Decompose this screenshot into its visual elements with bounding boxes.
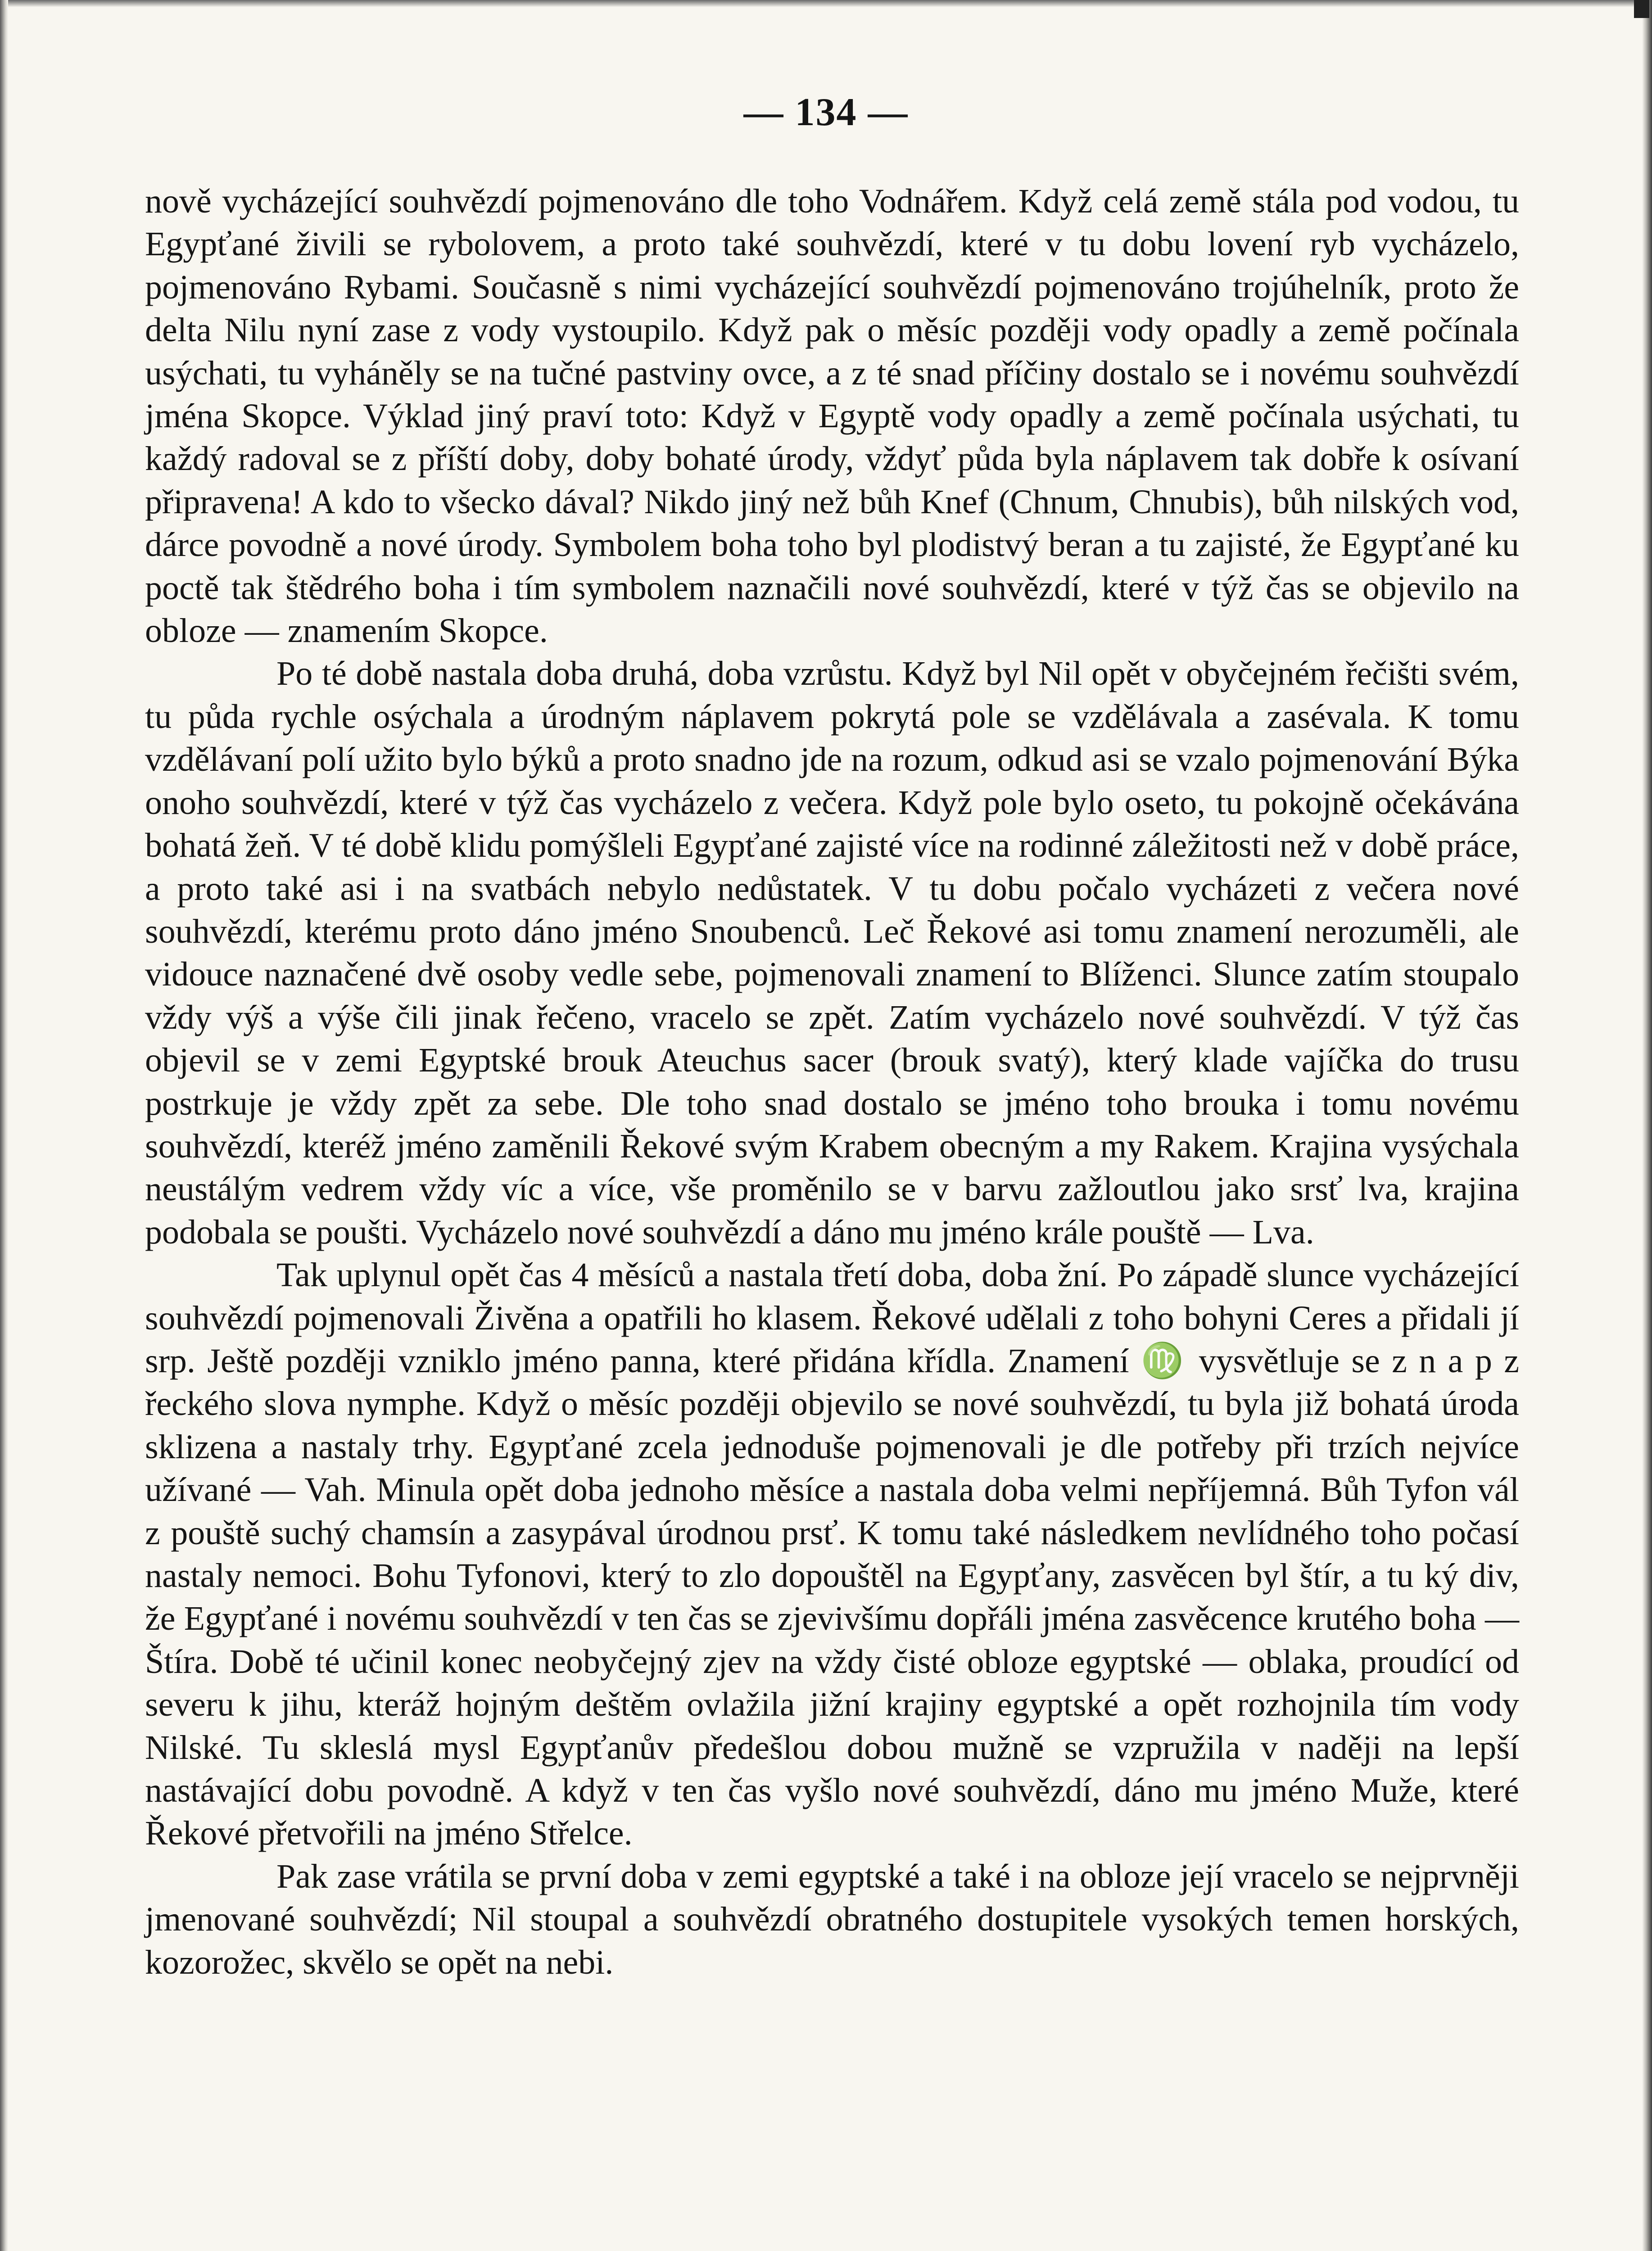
scan-edge-left (0, 0, 8, 2251)
scan-corner-mark (1634, 0, 1649, 18)
paragraph-3: Tak uplynul opět čas 4 měsíců a nastala třetí doba, doba žní. Po západě slunce vycházející souhvězdí pojmenovali Živěna a opatřili ho klasem. Řekové udělali z toho bohyni Ceres a přidali jí srp. Ještě později vzniklo jméno panna, které přidána křídla. Znamení ♍ vysvětluje se z n a p z řeckého slova nymphe. Když o měsíc později objevilo se nové souhvězdí, tu byla již bohatá úroda sklizena a nastaly trhy. Egypťané zcela jednoduše pojmenovali je dle potřeby při trzích nejvíce užívané — Vah. Minula opět doba jednoho měsíce a nastala doba velmi nepříjemná. Bůh Tyfon vál z pouště suchý chamsín a zasypával úrodnou prsť. K tomu také následkem nevlídného toho počasí nastaly nemoci. Bohu Tyfonovi, který to zlo dopouštěl na Egypťany, zasvěcen byl štír, a tu ký div, že Egypťané i novému souhvězdí v ten čas se zjevivšímu dopřáli jména zasvěcence krutého boha — Štíra. Době té učinil konec neobyčejný zjev na vždy čisté obloze egyptské — oblaka, proudící od severu k jihu, kteráž hojným deštěm ovlažila jižní krajiny egyptské a opět rozhojnila tím vody Nilské. Tu skleslá mysl Egypťanův předešlou dobou mužně se vzpružila v naději na lepší nastávající dobu povodně. A když v ten čas vyšlo nové souhvězdí, dáno mu jméno Muže, které Řekové přetvořili na jméno Střelce. (145, 1256, 1519, 1853)
scan-edge-right (1642, 0, 1652, 2251)
body-text (145, 180, 1519, 1984)
paragraph-4: Pak zase vrátila se první doba v zemi egyptské a také i na obloze její vracelo se nejprvněji jmenované souhvězdí; Nil stoupal a souhvězdí obratného dostupitele vysokých temen horských, kozorožec, skvělo se opět na nebi. (145, 1857, 1519, 1981)
paragraph-1: nově vycházející souhvězdí pojmenováno dle toho Vodnářem. Když celá země stála pod vodou, tu Egypťané živili se rybolovem, a proto také souhvězdí, které v tu dobu lovení ryb vycházelo, pojmenováno Rybami. Současně s nimi vycházející souhvězdí pojmenováno trojúhelník, proto že delta Nilu nyní zase z vody vystoupilo. Když pak o měsíc později vody opadly a země počínala usýchati, tu vyháněly se na tučné pastviny ovce, a z té snad příčiny dostalo se i novému souhvězdí jména Skopce. Výklad jiný praví toto: Když v Egyptě vody opadly a země počínala usýchati, tu každý radoval se z příští doby, doby bohaté úrody, vždyť půda byla náplavem tak dobře k osívaní připravena! A kdo to všecko dával? Nikdo jiný než bůh Knef (Chnum, Chnubis), bůh nilských vod, dárce povodně a nové úrody. Symbolem boha toho byl plodistvý beran a tu zajisté, že Egypťané ku poctě tak štědrého boha i tím symbolem naznačili nové souhvězdí, které v týž čas se objevilo na obloze — znamením Skopce. (145, 182, 1519, 650)
scan-edge-top (0, 0, 1652, 7)
paragraph-2: Po té době nastala doba druhá, doba vzrůstu. Když byl Nil opět v obyčejném řečišti svém, tu půda rychle osýchala a úrodným náplavem pokrytá pole se vzdělávala a zasévala. K tomu vzdělávaní polí užito bylo býků a proto snadno jde na rozum, odkud asi se vzalo pojmenování Býka onoho souhvězdí, které v týž čas vycházelo z večera. Když pole bylo oseto, tu pokojně očekávána bohatá žeň. V té době klidu pomýšleli Egypťané zajisté více na rodinné záležitosti než v době práce, a proto také asi i na svatbách nebylo nedůstatek. V tu dobu počalo vycházeti z večera nové souhvězdí, kterému proto dáno jméno Snoubenců. Leč Řekové asi tomu znamení nerozuměli, ale vidouce naznačené dvě osoby vedle sebe, pojmenovali znamení to Blíženci. Slunce zatím stoupalo vždy výš a výše čili jinak řečeno, vracelo se zpět. Zatím vycházelo nové souhvězdí. V týž čas objevil se v zemi Egyptské brouk Ateuchus sacer (brouk svatý), který klade vajíčka do trusu postrkuje je vždy zpět za sebe. Dle toho snad dostalo se jméno toho brouka i tomu novému souhvězdí, kteréž jméno zaměnili Řekové svým Krabem obecným a my Rakem. Krajina vysýchala neustálým vedrem vždy víc a více, vše proměnilo se v barvu zažloutlou jako srsť lva, krajina podobala se poušti. Vycházelo nové souhvězdí a dáno mu jméno krále pouště — Lva. (145, 655, 1519, 1251)
page-number: — 134 — (743, 90, 909, 134)
